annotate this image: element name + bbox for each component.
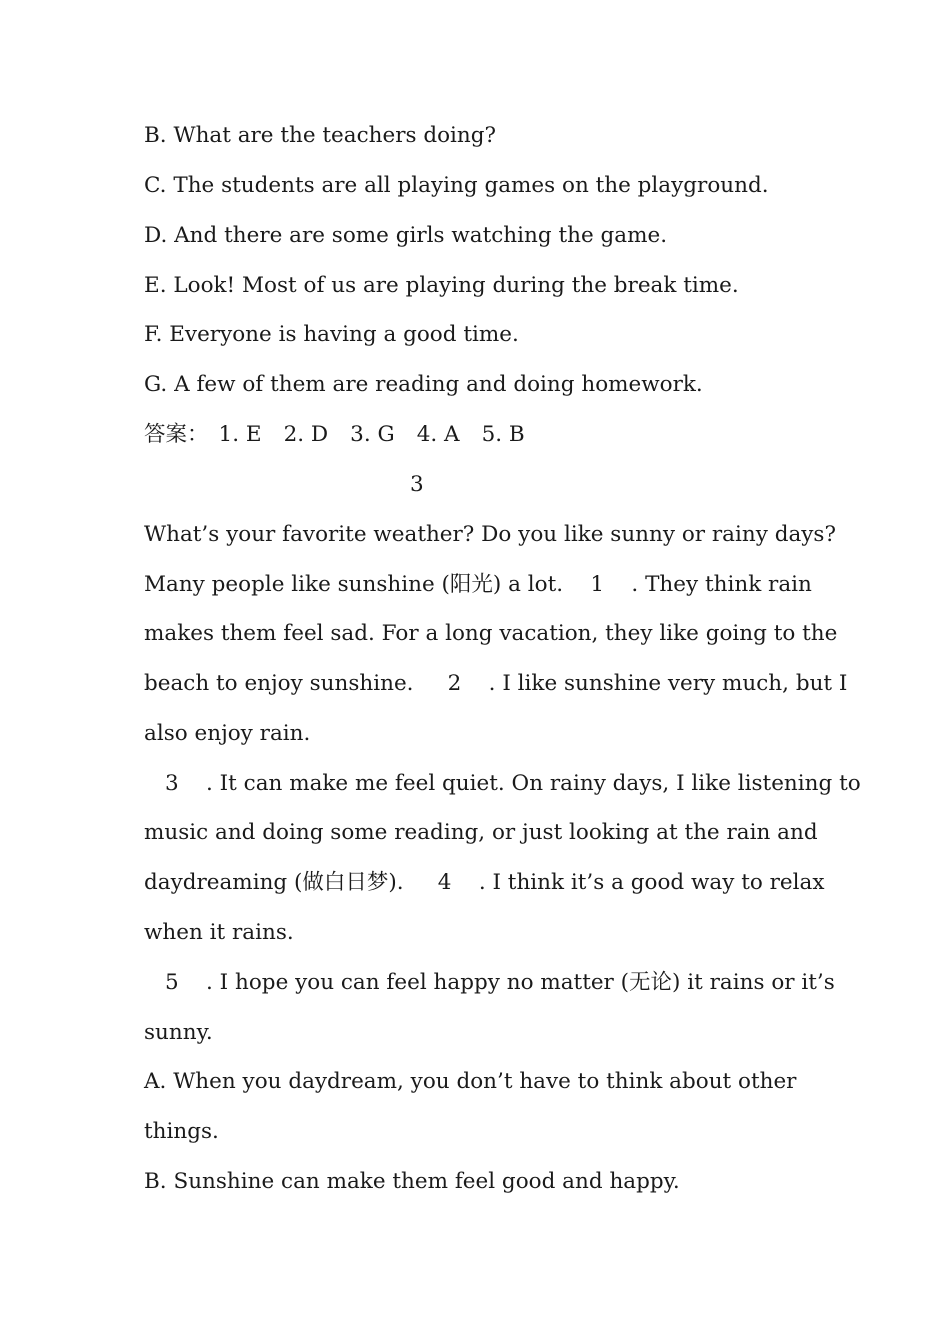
passage-line: makes them feel sad. For a long vacation, they like going to the (144, 621, 838, 646)
answer-item: 2. D (283, 422, 329, 447)
answer-line (144, 420, 525, 450)
passage-line: daydreaming (做白日梦). 4 . I think it’s a good way to relax (144, 870, 825, 895)
option-a-continued: things. (144, 1119, 219, 1144)
answer-item: 5. B (481, 422, 525, 447)
section-number: 3 (410, 472, 424, 497)
option-b: B. What are the teachers doing? (144, 123, 497, 148)
passage-line: also enjoy rain. (144, 721, 311, 746)
answer-label: 答案： (144, 422, 209, 447)
answer-item: 4. A (416, 422, 460, 447)
option-b-second: B. Sunshine can make them feel good and happy. (144, 1169, 680, 1194)
option-c: C. The students are all playing games on the playground. (144, 173, 769, 198)
option-f: F. Everyone is having a good time. (144, 322, 519, 347)
passage-line: Many people like sunshine (阳光) a lot. 1 . They think rain (144, 572, 812, 597)
passage-line: when it rains. (144, 920, 294, 945)
passage-line: beach to enjoy sunshine. 2 . I like sunshine very much, but I (144, 671, 848, 696)
passage-line: 5 . I hope you can feel happy no matter (无论) it rains or it’s (165, 970, 835, 995)
passage-line: What’s your favorite weather? Do you like sunny or rainy days? (144, 522, 836, 547)
option-g: G. A few of them are reading and doing homework. (144, 372, 703, 397)
passage-line: 3 . It can make me feel quiet. On rainy days, I like listening to (165, 771, 861, 796)
option-d: D. And there are some girls watching the game. (144, 223, 668, 248)
answer-item: 1. E (218, 422, 262, 447)
passage-line: sunny. (144, 1020, 213, 1045)
passage-line: music and doing some reading, or just looking at the rain and (144, 820, 818, 845)
option-e: E. Look! Most of us are playing during the break time. (144, 273, 739, 298)
answer-item: 3. G (350, 422, 395, 447)
option-a: A. When you daydream, you don’t have to think about other (144, 1069, 797, 1094)
